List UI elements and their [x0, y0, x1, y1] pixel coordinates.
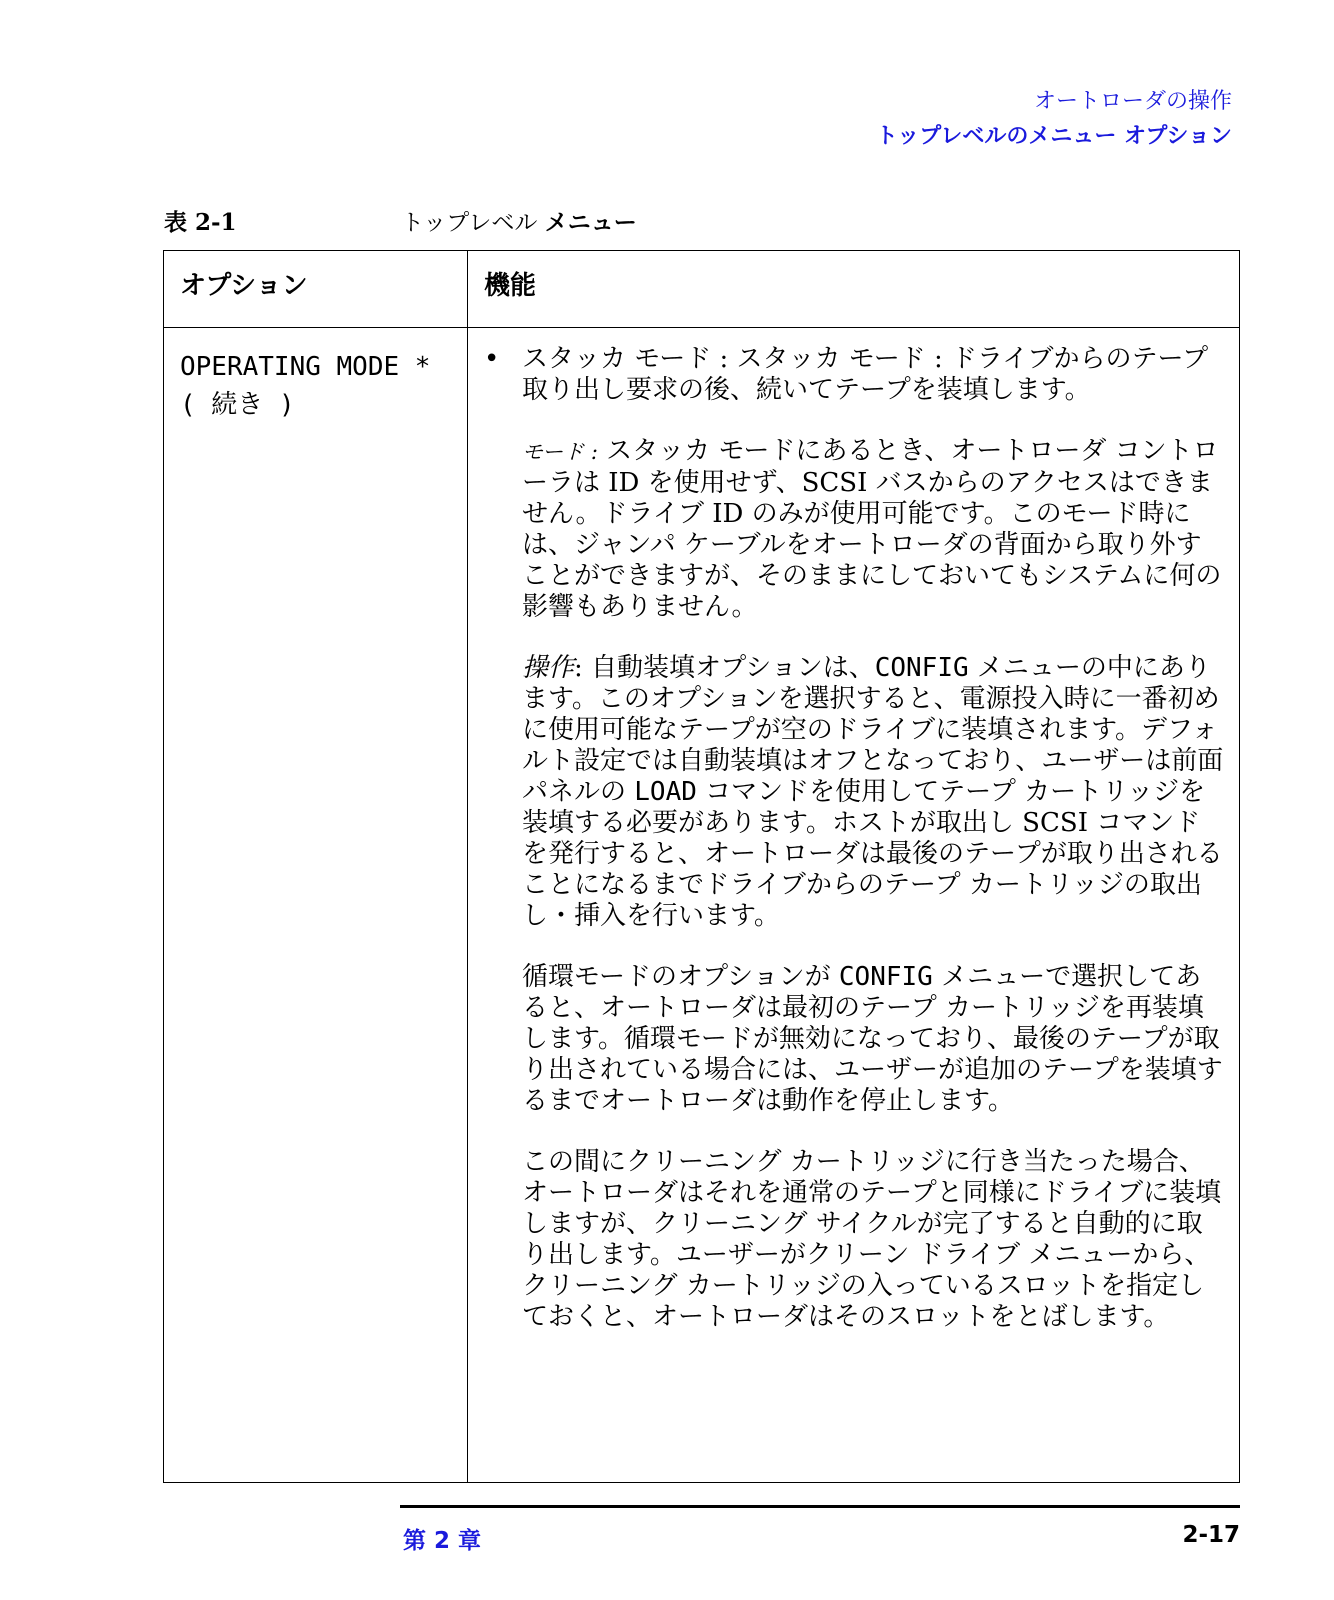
load-keyword: LOAD — [634, 777, 697, 807]
config-keyword: CONFIG — [838, 962, 933, 992]
paragraph-mode-note — [522, 436, 1225, 623]
footer-chapter: 第 2 章 — [403, 1528, 482, 1554]
bullet-icon: • — [484, 344, 500, 374]
running-header-section: トップレベルのメニュー オプション — [875, 124, 1232, 149]
paragraph-stacker-mode: スタッカ モード : スタッカ モード : ドライブからのテープ取り出し要求の後、続いてテープを装填します。 — [522, 344, 1209, 405]
page-number: 2-17 — [1182, 1522, 1240, 1548]
top-level-menu-table — [163, 250, 1240, 1483]
paragraph-text: メニューの中にあります。このオプションを選択すると、電源投入時に一番初めに使用可能なテープが空のドライブに装填されます。デフォルト設定では自動装填はオフとなっており、ユーザーは前面パネルの — [522, 653, 1224, 807]
paragraph-cycle-mode — [522, 962, 1225, 1117]
table-caption-number: 表 2-1 — [164, 209, 237, 236]
footer-rule — [400, 1505, 1240, 1508]
table-row — [164, 328, 1240, 1483]
option-cell — [164, 328, 468, 1483]
column-header-option: オプション — [164, 251, 468, 328]
option-name: OPERATING MODE * — [180, 352, 431, 382]
function-cell — [468, 328, 1240, 1483]
paragraph-text: : 自動装填オプションは、 — [574, 653, 875, 683]
table-caption-title-bold: メニュー — [544, 209, 637, 236]
paragraph-operation — [522, 653, 1225, 932]
paragraph-lead: モード : — [522, 440, 598, 464]
paragraph-cleaning: この間にクリーニング カートリッジに行き当たった場合、オートローダはそれを通常のテープと同様にドライブに装填しますが、クリーニング サイクルが完了すると自動的に取り出します。ユーザーがクリーン ドライブ メニューから、クリーニング カートリッジの入っているスロットを指定しておくと、オートローダはそのスロットをとばします。 — [522, 1147, 1222, 1332]
option-continued-note: ( 続き ) — [180, 390, 295, 420]
paragraph-text: メニューで選択してあると、オートローダは最初のテープ カートリッジを再装填します。循環モードが無効になっており、最後のテープが取り出されている場合には、ユーザーが追加のテープを装填するまでオートローダは動作を停止します。 — [522, 962, 1223, 1116]
paragraph-text: 循環モードのオプションが — [522, 962, 839, 992]
config-keyword: CONFIG — [874, 653, 969, 683]
table-caption-title-plain: トップレベル — [401, 210, 538, 236]
paragraph-lead: 操作 — [522, 653, 575, 683]
running-header-chapter: オートローダの操作 — [1033, 89, 1232, 114]
list-item — [484, 344, 1225, 406]
table-header-row — [164, 251, 1240, 328]
paragraph-text: コマンドを使用してテープ カートリッジを装填する必要があります。ホストが取出し SCSI コマンドを発行すると、オートローダは最後のテープが取り出されることになるまでドライブからのテープ カートリッジの取出し・挿入を行います。 — [522, 777, 1223, 931]
table-caption — [164, 204, 637, 237]
paragraph-text: スタッカ モードにあるとき、オートローダ コントローラは ID を使用せず、SCSI バスからのアクセスはできません。ドライブ ID のみが使用可能です。このモード時には、ジャンパ ケーブルをオートローダの背面から取り外すことができますが、そのままにしておいてもシステムに何の影響もありません。 — [522, 436, 1222, 622]
table-caption-title — [401, 210, 637, 236]
column-header-function: 機能 — [468, 251, 1240, 328]
